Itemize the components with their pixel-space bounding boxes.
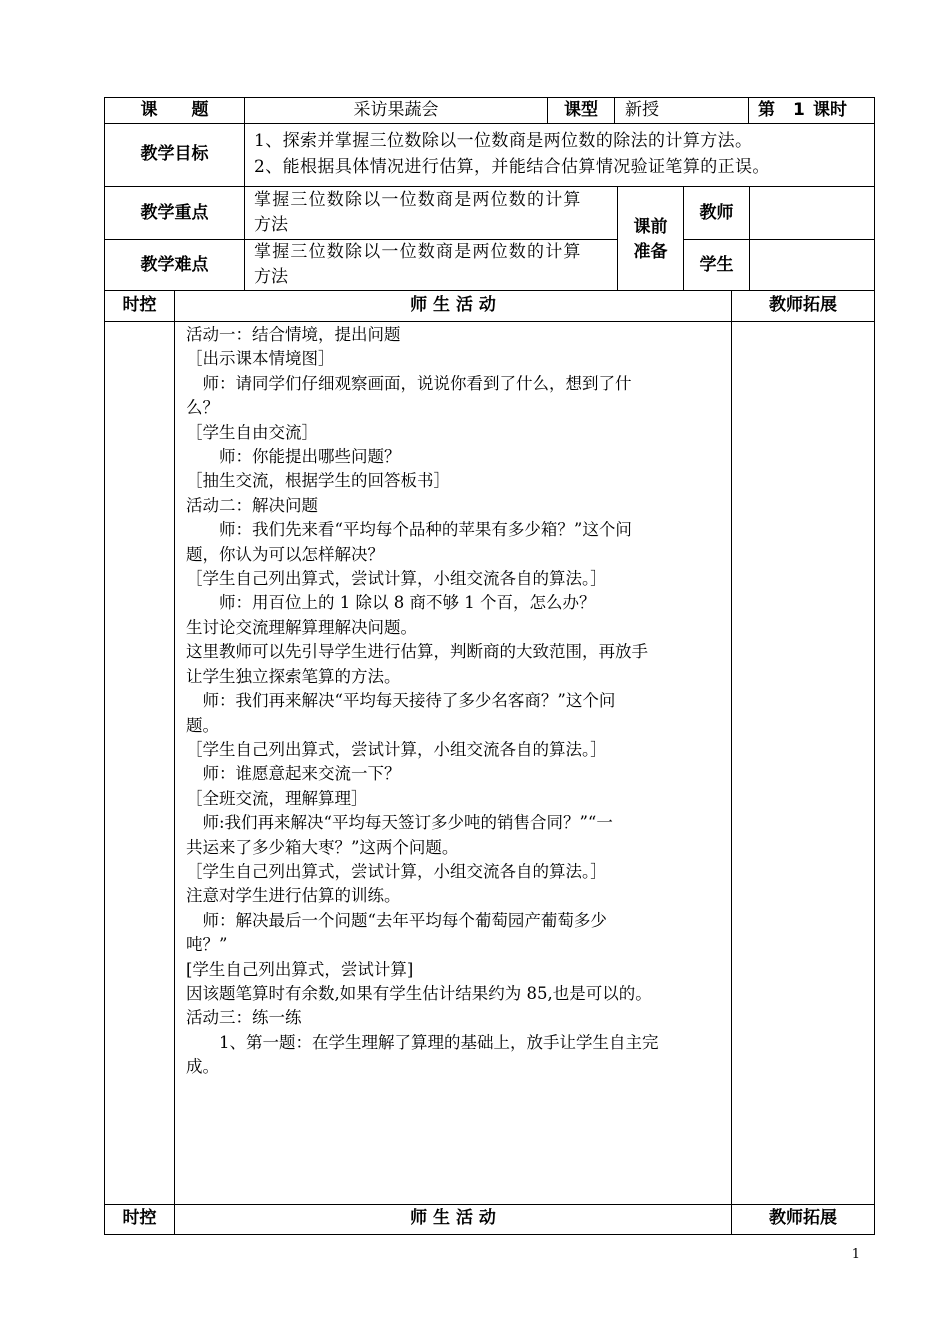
rule bbox=[874, 97, 875, 1235]
activity-line: 师：我们先来看“平均每个品种的苹果有多少箱？”这个问 bbox=[186, 520, 632, 540]
goal-line: 2、能根据具体情况进行估算，并能结合估算情况验证笔算的正误。 bbox=[254, 157, 770, 177]
activity-line: 因该题笔算时有余数,如果有学生估计结果约为 85,也是可以的。 bbox=[186, 983, 652, 1003]
activity-line: ［学生自由交流］ bbox=[186, 422, 318, 442]
activity-line: ［学生自己列出算式，尝试计算，小组交流各自的算法。］ bbox=[186, 861, 607, 881]
footer-time-header: 时控 bbox=[122, 1208, 157, 1228]
difficulty-line: 方法 bbox=[254, 267, 288, 287]
topic-value: 采访果蔬会 bbox=[353, 100, 439, 120]
activity-line: 吨？” bbox=[186, 935, 228, 955]
activity-line: ［出示课本情境图］ bbox=[186, 349, 335, 369]
activity-line: 注意对学生进行估算的训练。 bbox=[186, 886, 401, 906]
activity-line: 师：解决最后一个问题“去年平均每个葡萄园产葡萄多少 bbox=[186, 910, 607, 930]
activity-line: 师：谁愿意起来交流一下？ bbox=[186, 764, 401, 784]
goal-line: 1、探索并掌握三位数除以一位数商是两位数的除法的计算方法。 bbox=[254, 131, 753, 151]
activity-line: 师：我们再来解决“平均每天接待了多少名客商？”这个问 bbox=[186, 691, 616, 711]
rule bbox=[104, 1204, 875, 1205]
lesson-type-label: 课型 bbox=[564, 100, 598, 120]
period-prefix: 第 bbox=[758, 100, 775, 120]
activity-line: ［学生自己列出算式，尝试计算，小组交流各自的算法。］ bbox=[186, 569, 607, 589]
footer-activity-header: 师 生 活 动 bbox=[410, 1208, 496, 1228]
difficulty-label: 教学难点 bbox=[140, 255, 209, 275]
difficulty-line: 掌握三位数除以一位数商是两位数的计算 bbox=[254, 242, 582, 262]
activity-line: 师：你能提出哪些问题？ bbox=[186, 447, 401, 467]
col-activity-header: 师 生 活 动 bbox=[410, 295, 496, 315]
activity-line: 让学生独立探索笔算的方法。 bbox=[186, 666, 401, 686]
prep-teacher-label: 教师 bbox=[699, 203, 734, 223]
goals-label: 教学目标 bbox=[140, 144, 209, 164]
col-time-header: 时控 bbox=[122, 295, 157, 315]
activity-line: 活动一：结合情境，提出问题 bbox=[186, 325, 401, 344]
rule bbox=[244, 97, 245, 291]
footer-extension-header: 教师拓展 bbox=[769, 1208, 837, 1228]
activity-line: 题，你认为可以怎样解决？ bbox=[186, 544, 384, 564]
rule bbox=[104, 290, 875, 291]
rule bbox=[614, 97, 615, 124]
prep-label: 课前 bbox=[633, 217, 668, 237]
rule bbox=[731, 290, 732, 1235]
key-point-line: 方法 bbox=[254, 215, 288, 235]
period-suffix: 课时 bbox=[813, 100, 847, 120]
period-number: 1 bbox=[793, 100, 805, 120]
key-point-line: 掌握三位数除以一位数商是两位数的计算 bbox=[254, 190, 582, 210]
activity-line: 1、第一题：在学生理解了算理的基础上，放手让学生自主完 bbox=[186, 1032, 659, 1052]
prep-label: 准备 bbox=[633, 242, 668, 262]
rule bbox=[683, 239, 875, 240]
activity-line: 活动三：练一练 bbox=[186, 1008, 302, 1028]
activity-line: ［全班交流，理解算理］ bbox=[186, 788, 368, 808]
activity-line: 成。 bbox=[186, 1057, 219, 1077]
activity-line: ［抽生交流，根据学生的回答板书］ bbox=[186, 471, 450, 491]
rule bbox=[104, 321, 875, 322]
activity-line: 题。 bbox=[186, 715, 219, 735]
rule bbox=[104, 1234, 875, 1235]
key-point-label: 教学重点 bbox=[140, 203, 209, 223]
activity-line: 师:我们再来解决“平均每天签订多少吨的销售合同？”“一 bbox=[186, 813, 613, 833]
rule bbox=[748, 97, 749, 124]
activity-line: 这里教师可以先引导学生进行估算，判断商的大致范围，再放手 bbox=[186, 642, 648, 662]
rule bbox=[104, 123, 875, 124]
rule bbox=[749, 186, 750, 291]
activity-line: [学生自己列出算式，尝试计算] bbox=[186, 959, 414, 979]
rule bbox=[104, 186, 875, 187]
topic-label: 课 题 bbox=[140, 100, 209, 120]
activity-line: ［学生自己列出算式，尝试计算，小组交流各自的算法。］ bbox=[186, 739, 607, 759]
activity-line: 活动二：解决问题 bbox=[186, 495, 318, 515]
page-number: 1 bbox=[851, 1247, 860, 1262]
activity-line: 师：用百位上的 1 除以 8 商不够 1 个百，怎么办？ bbox=[186, 593, 596, 613]
prep-student-label: 学生 bbox=[699, 255, 734, 275]
rule bbox=[174, 290, 175, 1235]
col-extension-header: 教师拓展 bbox=[769, 295, 837, 315]
activity-content bbox=[186, 323, 726, 1080]
activity-line: 师：请同学们仔细观察画面，说说你看到了什么，想到了什 bbox=[186, 373, 632, 393]
activity-line: 生讨论交流理解算理解决问题。 bbox=[186, 617, 417, 637]
activity-line: 么？ bbox=[186, 398, 219, 418]
activity-line: 共运来了多少箱大枣？”这两个问题。 bbox=[186, 837, 459, 857]
lesson-type-value: 新授 bbox=[625, 100, 659, 120]
